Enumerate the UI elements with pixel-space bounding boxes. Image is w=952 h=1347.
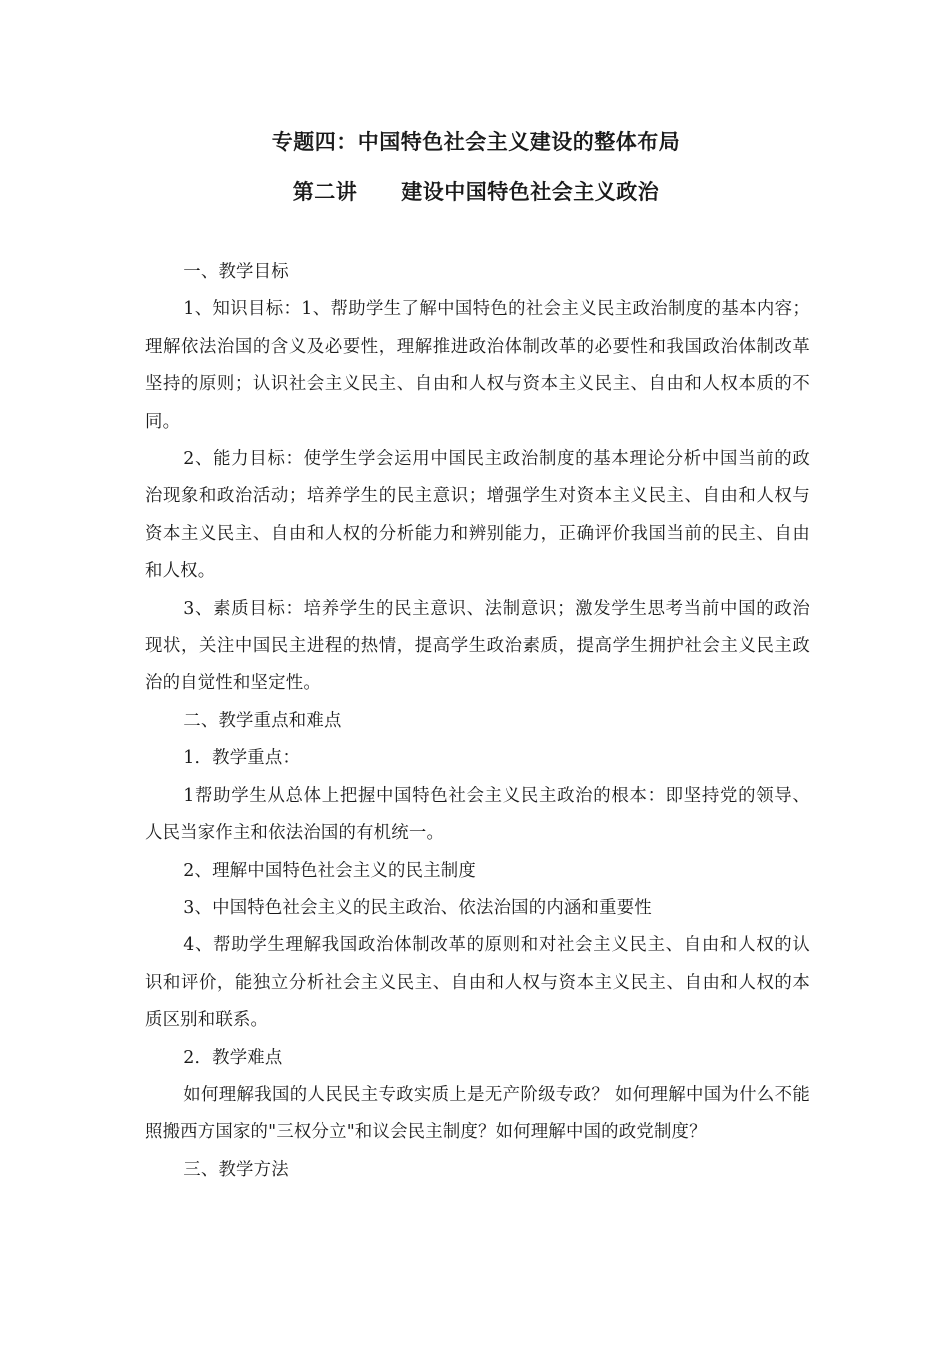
- paragraph-key-point-2: 2、理解中国特色社会主义的民主制度: [183, 860, 476, 881]
- lecture-title: [0, 176, 952, 206]
- paragraph-key-point-4: 4、帮助学生理解我国政治体制改革的原则和对社会主义民主、自由和人权的认识和评价，能独立分析社会主义民主、自由和人权与资本主义民主、自由和人权的本质区别和联系。: [145, 935, 810, 1031]
- paragraph-quality-objective: 3、素质目标：培养学生的民主意识、法制意识；激发学生思考当前中国的政治现状，关注中国民主进程的热情，提高学生政治素质，提高学生拥护社会主义民主政治的自觉性和坚定性。: [145, 598, 810, 694]
- document-body: [145, 254, 810, 1189]
- section-heading-methods: 三、教学方法: [183, 1159, 289, 1180]
- lecture-subject: 建设中国特色社会主义政治: [401, 180, 660, 204]
- subheading-key-points: 1．教学重点：: [183, 748, 301, 769]
- paragraph-key-point-1: 1帮助学生从总体上把握中国特色社会主义民主政治的根本：即坚持党的领导、人民当家作主和依法治国的有机统一。: [145, 785, 810, 844]
- paragraph-key-point-3: 3、中国特色社会主义的民主政治、依法治国的内涵和重要性: [183, 897, 652, 918]
- subheading-difficulties: 2．教学难点: [183, 1047, 283, 1068]
- lecture-number: 第二讲: [292, 180, 358, 204]
- paragraph-difficulties: 如何理解我国的人民民主专政实质上是无产阶级专政？ 如何理解中国为什么不能照搬西方国家的"三权分立"和议会民主制度？如何理解中国的政党制度？: [145, 1084, 810, 1143]
- section-heading-key-points: 二、教学重点和难点: [183, 710, 342, 731]
- paragraph-ability-objective: 2、能力目标：使学生学会运用中国民主政治制度的基本理论分析中国当前的政治现象和政治活动；培养学生的民主意识；增强学生对资本主义民主、自由和人权与资本主义民主、自由和人权的分析能力和辨别能力，正确评价我国当前的民主、自由和人权。: [145, 449, 810, 582]
- section-heading-objectives: 一、教学目标: [183, 262, 289, 282]
- paragraph-knowledge-objective: 1、知识目标：1、帮助学生了解中国特色的社会主义民主政治制度的基本内容；理解依法治国的含义及必要性，理解推进政治体制改革的必要性和我国政治体制改革坚持的原则；认识社会主义民主、自由和人权与资本主义民主、自由和人权本质的不同。: [145, 299, 810, 432]
- document-title: 专题四：中国特色社会主义建设的整体布局: [271, 130, 681, 154]
